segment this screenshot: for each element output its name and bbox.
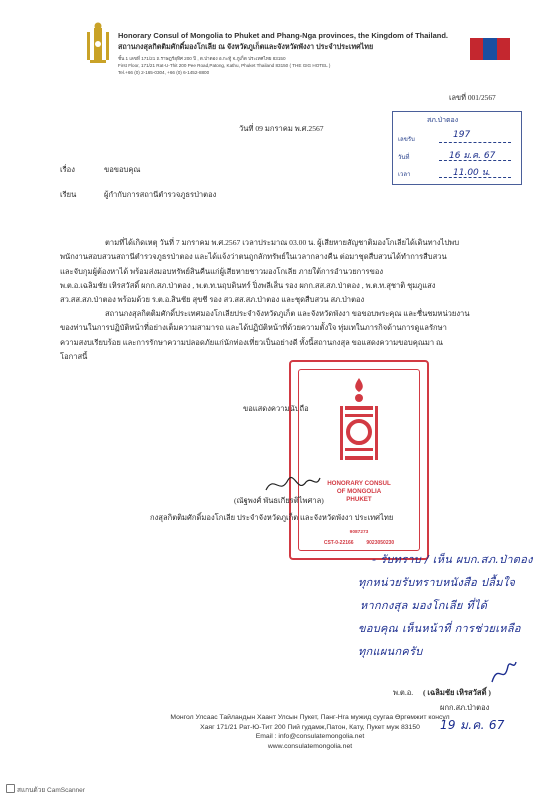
paragraph-1 [60, 236, 530, 307]
to-label: เรียน [60, 190, 77, 199]
commander-rank: พ.ต.อ. [393, 688, 414, 697]
handwritten-note [358, 548, 542, 663]
header-address [118, 55, 418, 77]
closing: ขอแสดงความนับถือ [243, 404, 309, 413]
header-title-th: สถานกงสุลกิตติมศักดิ์มองโกเลีย ณ จังหวัดภูเก็ตและจังหวัดพังงา ประจำประเทศไทย [118, 42, 374, 51]
paragraph-2 [60, 307, 530, 364]
header-address-th: ชั้น 1 เลขที่ 171/21 ถ.ราษฎร์อุทิศ 200 ปี , ต.ป่าตอง อ.กะทู้ จ.ภูเก็ต ประเทศไทย 83150 [118, 56, 286, 61]
red-stamp-line3: PHUKET [346, 496, 372, 503]
paragraph-1-line: สว.สส.สภ.ป่าตอง พร้อมด้วย ร.ต.อ.สินชัย สุขชี รอง สว.สส.สภ.ป่าตอง และชุดสืบสวน สภ.ป่าตอง [60, 295, 365, 305]
footer-line1: Монгол Улсаас Тайландын Хаант Улсын Пукет, Панг-Нга мужид суугаа Өргөмжит консул [170, 714, 450, 721]
flag-red-right [497, 38, 510, 60]
flag-red-left [470, 38, 483, 60]
letter-date: วันที่ 09 มกราคม พ.ศ.2567 [239, 124, 324, 133]
header-title-en: Honorary Consul of Mongolia to Phuket and Phang-Nga provinces, the Kingdom of Thailand. [118, 31, 449, 40]
to-text: ผู้กำกับการสถานีตำรวจภูธรป่าตอง [104, 190, 217, 199]
receipt-date-label: วันที่ [398, 155, 410, 161]
handwritten-line: หากกงสุล มองโกเลีย ที่ได้ [360, 599, 488, 612]
commander-name: ( เฉลิมชัย เหิรสวัสดิ์ ) [423, 688, 491, 697]
receipt-number: 197 [453, 130, 471, 140]
handwritten-line: ทุกแผนกครับ [358, 645, 423, 658]
red-stamp-code-small: 9087273 [349, 530, 369, 535]
commander-date: 19 ม.ค. 67 [440, 718, 505, 732]
camscanner-label: สแกนด้วย CamScanner [17, 787, 85, 794]
receipt-number-label: เลขรับ [398, 137, 415, 143]
camscanner-watermark [6, 784, 85, 795]
commander-signature [488, 656, 518, 688]
footer-line2: Хаяг 171/21 Рат-Ю-Тит 200 Пий гудамж,Патон, Кату, Пукет муж 83150 [200, 723, 420, 731]
footer [80, 713, 540, 751]
consulate-red-stamp [289, 360, 429, 560]
footer-email: Email : info@consulatemongolia.net [255, 733, 365, 741]
flag-blue-center [483, 38, 496, 60]
red-stamp-line2: OF MONGOLIA [336, 488, 382, 495]
signer-name: (ณัฐพงศ์ พันธเกียรติไพศาล) [234, 496, 324, 505]
red-stamp-code-left: CST-0-22166 [323, 540, 354, 546]
red-stamp-line1: HONORARY CONSUL [327, 480, 391, 487]
handwritten-line: ขอบคุณ เห็นหน้าที่ การช่วยเหลือ [358, 622, 521, 635]
letter-number: เลขที่ 001/2567 [449, 93, 496, 102]
subject-label: เรื่อง [60, 165, 75, 174]
paragraph-2-line: โอกาสนี้ [60, 351, 88, 361]
soyombo-icon [339, 376, 379, 468]
header-phone: Tel.+66 (0) 2-165-0304, +66 (0) 6-1452-8800 [118, 70, 210, 76]
header-address-en: First Floor, 171/21 Rat-U-Thit 200 Pee Road,Patong, Kathu, Phuket Thailand 83150 ( THE GIG HOTEL ) [118, 63, 331, 69]
receipt-time: 11.00 น. [453, 168, 491, 178]
consulate-logo [84, 22, 112, 66]
paragraph-1-line: และจับกุมผู้ต้องหาได้ พร้อมส่งมอบทรัพย์สินคืนแก่ผู้เสียหายชาวมองโกเลีย ภายใต้การอำนวยการของ [60, 266, 384, 276]
handwritten-line: ทุกหน่วยรับทราบหนังสือ ปลื้มใจ [358, 576, 516, 589]
handwritten-line: - รับทราบ / เห็น ผบก.สภ.ป่าตอง [372, 553, 533, 566]
commander-title: ผกก.สภ.ป่าตอง [440, 703, 490, 712]
signer-title: กงสุลกิตติมศักดิ์มองโกเลีย ประจำจังหวัดภูเก็ต และจังหวัดพังงา ประเทศไทย [150, 513, 394, 522]
red-stamp-code-right: 9023050230 [366, 540, 395, 546]
paragraph-1-line: พนักงานสอบสวนสถานีตำรวจภูธรป่าตอง และได้แจ้งว่าตนถูกลักทรัพย์ในเวลากลางคืน ต่อมาชุดสืบสวนได้ทำการสืบสวน [60, 252, 447, 262]
red-stamp-codes [291, 540, 427, 546]
paragraph-2-line: สถานกงสุลกิตติมศักดิ์ประเทศมองโกเลียประจำจังหวัดภูเก็ต และจังหวัดพังงา ขอขอบพระคุณ และชื่นชมหน่วยงาน [105, 309, 470, 318]
paragraph-1-line: พ.ต.อ.เฉลิมชัย เหิรสวัสดิ์ ผกก.สภ.ป่าตอง , พ.ต.ท.นฤบดินทร์ ปิ่งพลีเส็น รอง ผกก.สส.สภ.ป่าตอง , พ.ต.ท.สุชาติ ชุมภูแสง [60, 280, 436, 290]
paragraph-2-line: ของท่านในการปฏิบัติหน้าที่อย่างเต็มความสามารถ และได้ปฏิบัติหน้าที่ด้วยความตั้งใจ ทุ่มเทในภารกิจด้านการดูแลรักษา [60, 323, 447, 333]
footer-website: www.consulatemongolia.net [267, 742, 353, 750]
receipt-time-label: เวลา [398, 172, 411, 178]
receipt-station: สภ.ป่าตอง [427, 116, 459, 124]
subject-text: ขอขอบคุณ [104, 165, 141, 174]
camscanner-icon [6, 784, 15, 793]
receipt-date: 16 ม.ค. 67 [449, 151, 496, 161]
receipt-stamp [392, 111, 522, 185]
paragraph-1-line: ตามที่ได้เกิดเหตุ วันที่ 7 มกราคม พ.ศ.2567 เวลาประมาณ 03.00 น. ผู้เสียหายสัญชาติมองโกเลียได้เดินทางไปพบ [105, 238, 460, 247]
paragraph-2-line: ความสงบเรียบร้อย และการรักษาความปลอดภัยแก่นักท่องเที่ยวเป็นอย่างดี ทั้งนี้สถานกงสุล ขอแสดงความขอบคุณมา ณ [60, 337, 444, 347]
mongolia-flag [470, 38, 510, 60]
